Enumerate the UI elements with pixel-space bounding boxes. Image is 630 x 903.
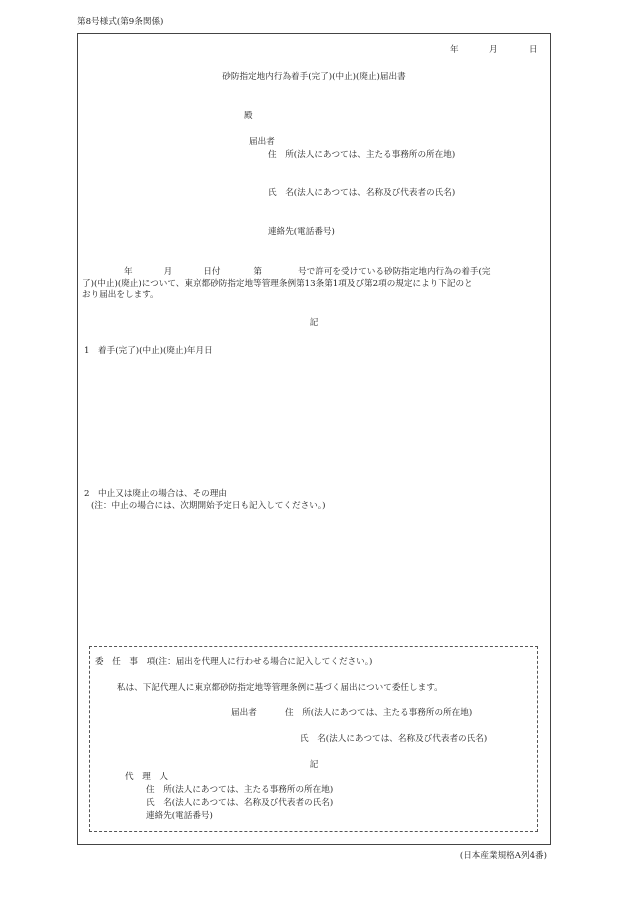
body-day: 日付	[203, 267, 221, 277]
body-line3: おり届出をします。	[82, 290, 159, 300]
agent-contact: 連絡先(電話番号)	[146, 811, 213, 821]
date-day: 日	[529, 45, 538, 55]
delegation-ki: 記	[309, 760, 319, 770]
addressee: 殿	[244, 111, 253, 121]
date-year: 年	[450, 45, 459, 55]
notifier-contact-label: 連絡先(電話番号)	[268, 227, 335, 237]
ki-heading: 記	[309, 318, 319, 328]
delegation-address-label: 住 所(法人にあつては、主たる事務所の所在地)	[285, 708, 473, 718]
agent-address: 住 所(法人にあつては、主たる事務所の所在地)	[146, 785, 334, 795]
item1-title: 1 着手(完了)(中止)(廃止)年月日	[84, 346, 213, 356]
delegation-name-label: 氏 名(法人にあつては、名称及び代表者の氏名)	[300, 734, 488, 744]
delegation-heading: 委 任 事 項(注：届出を代理人に行わせる場合に記入してください。)	[95, 657, 373, 667]
paper-size-note: (日本産業規格A列4番)	[459, 851, 547, 861]
body-line1: 号で許可を受けている砂防指定地内行為の着手(完	[298, 267, 491, 277]
agent-label: 代 理 人	[125, 772, 168, 782]
notifier-label: 届出者	[249, 137, 275, 147]
body-year: 年	[124, 267, 133, 277]
body-paragraph	[84, 267, 546, 302]
item2-note: (注：中止の場合には、次期開始予定日も記入してください。)	[91, 501, 326, 511]
notifier-name-label: 氏 名(法人にあつては、名称及び代表者の氏名)	[268, 188, 456, 198]
body-line2: 了)(中止)(廃止)について、東京都砂防指定地等管理条例第13条第1項及び第2項の規定により下記のと	[82, 278, 473, 289]
delegation-statement: 私は、下記代理人に東京都砂防指定地等管理条例に基づく届出について委任します。	[117, 683, 443, 693]
agent-name: 氏 名(法人にあつては、名称及び代表者の氏名)	[146, 798, 334, 808]
item2-title: 2 中止又は廃止の場合は、その理由	[84, 489, 227, 499]
form-title: 砂防指定地内行為着手(完了)(中止)(廃止)届出書	[222, 72, 406, 82]
form-number: 第8号様式(第9条関係)	[77, 17, 164, 27]
notifier-address-label: 住 所(法人にあつては、主たる事務所の所在地)	[268, 150, 456, 160]
body-number-prefix: 第	[253, 267, 263, 277]
date-month: 月	[489, 45, 498, 55]
body-month: 月	[163, 267, 173, 277]
delegation-notifier-label: 届出者	[231, 708, 257, 718]
